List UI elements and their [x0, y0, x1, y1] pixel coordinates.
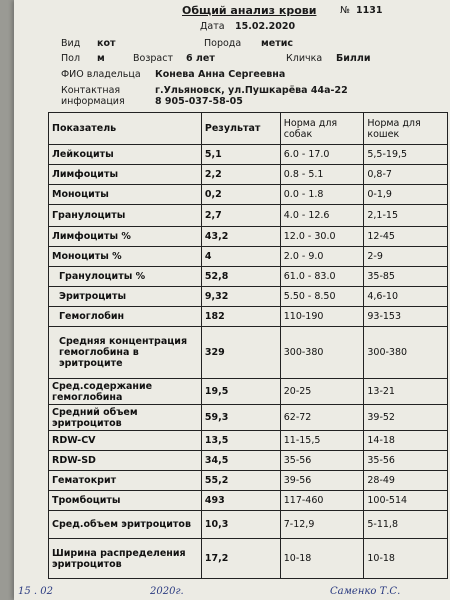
indicator-cell: Моноциты [49, 185, 202, 205]
indicator-cell: Ширина распределения эритроцитов [49, 539, 202, 579]
table-row [49, 379, 448, 405]
table-row [49, 205, 448, 227]
norm-dog-cell: 110-190 [280, 307, 364, 327]
form-title: Общий анализ крови [182, 4, 317, 17]
result-cell: 34,5 [201, 451, 280, 471]
owner-value: Конева Анна Сергеевна [155, 69, 286, 80]
table-row [49, 491, 448, 511]
norm-cat-cell: 5-11,8 [364, 511, 448, 539]
owner-label: ФИО владельца [61, 69, 141, 80]
indicator-cell: RDW-SD [49, 451, 202, 471]
indicator-cell: RDW-CV [49, 431, 202, 451]
norm-cat-cell: 300-380 [364, 327, 448, 379]
norm-dog-cell: 6.0 - 17.0 [280, 145, 364, 165]
result-cell: 9,32 [201, 287, 280, 307]
result-cell: 10,3 [201, 511, 280, 539]
indicator-cell: Моноциты % [49, 247, 202, 267]
form-number: 1131 [356, 5, 383, 16]
indicator-cell: Средний объем эритроцитов [49, 405, 202, 431]
norm-dog-cell: 10-18 [280, 539, 364, 579]
indicator-cell: Средняя концентрация гемоглобина в эритроците [49, 327, 202, 379]
breed-label: Порода [204, 38, 242, 49]
norm-dog-cell: 7-12,9 [280, 511, 364, 539]
norm-cat-cell: 35-85 [364, 267, 448, 287]
table-row [49, 165, 448, 185]
norm-cat-cell: 4,6-10 [364, 287, 448, 307]
table-row [49, 145, 448, 165]
norm-cat-cell: 10-18 [364, 539, 448, 579]
result-cell: 329 [201, 327, 280, 379]
norm-cat-cell: 28-49 [364, 471, 448, 491]
date-value: 15.02.2020 [235, 21, 296, 32]
header-norm-cat: Норма для кошек [364, 113, 448, 145]
footer-year: 2020г. [150, 586, 184, 597]
norm-dog-cell: 0.8 - 5.1 [280, 165, 364, 185]
date-label: Дата [200, 21, 225, 32]
footer-date: 15 . 02 [18, 586, 53, 597]
result-cell: 43,2 [201, 227, 280, 247]
norm-dog-cell: 11-15,5 [280, 431, 364, 451]
result-cell: 55,2 [201, 471, 280, 491]
table-row [49, 185, 448, 205]
nickname-label: Кличка [286, 53, 323, 64]
result-cell: 4 [201, 247, 280, 267]
signature: Саменко Т.С. [330, 586, 401, 597]
norm-dog-cell: 62-72 [280, 405, 364, 431]
sex-value: м [97, 53, 105, 64]
contact-label: Контактная информация [61, 85, 125, 107]
indicator-cell: Гемоглобин [49, 307, 202, 327]
norm-dog-cell: 0.0 - 1.8 [280, 185, 364, 205]
table-row [49, 287, 448, 307]
norm-dog-cell: 35-56 [280, 451, 364, 471]
nickname-value: Билли [336, 53, 371, 64]
result-cell: 182 [201, 307, 280, 327]
result-cell: 2,2 [201, 165, 280, 185]
norm-cat-cell: 0-1,9 [364, 185, 448, 205]
address-value: г.Ульяновск, ул.Пушкарёва 44а-22 [155, 85, 348, 96]
table-row [49, 327, 448, 379]
norm-cat-cell: 35-56 [364, 451, 448, 471]
table-row [49, 267, 448, 287]
indicator-cell: Лимфоциты [49, 165, 202, 185]
age-value: 6 лет [186, 53, 215, 64]
norm-cat-cell: 14-18 [364, 431, 448, 451]
header-norm-dog: Норма для собак [280, 113, 364, 145]
indicator-cell: Лимфоциты % [49, 227, 202, 247]
table-row [49, 247, 448, 267]
age-label: Возраст [133, 53, 173, 64]
norm-cat-cell: 2,1-15 [364, 205, 448, 227]
indicator-cell: Эритроциты [49, 287, 202, 307]
norm-cat-cell: 2-9 [364, 247, 448, 267]
norm-dog-cell: 2.0 - 9.0 [280, 247, 364, 267]
result-cell: 5,1 [201, 145, 280, 165]
result-cell: 0,2 [201, 185, 280, 205]
indicator-cell: Гематокрит [49, 471, 202, 491]
table-row [49, 511, 448, 539]
norm-dog-cell: 300-380 [280, 327, 364, 379]
norm-dog-cell: 5.50 - 8.50 [280, 287, 364, 307]
norm-cat-cell: 13-21 [364, 379, 448, 405]
indicator-cell: Лейкоциты [49, 145, 202, 165]
results-table [48, 112, 448, 579]
header-indicator: Показатель [49, 113, 202, 145]
norm-dog-cell: 117-460 [280, 491, 364, 511]
breed-value: метис [261, 38, 294, 49]
table-row [49, 227, 448, 247]
header-result: Результат [201, 113, 280, 145]
result-cell: 19,5 [201, 379, 280, 405]
norm-dog-cell: 4.0 - 12.6 [280, 205, 364, 227]
table-row [49, 471, 448, 491]
result-cell: 59,3 [201, 405, 280, 431]
norm-dog-cell: 61.0 - 83.0 [280, 267, 364, 287]
norm-cat-cell: 39-52 [364, 405, 448, 431]
norm-dog-cell: 20-25 [280, 379, 364, 405]
norm-cat-cell: 0,8-7 [364, 165, 448, 185]
indicator-cell: Гранулоциты % [49, 267, 202, 287]
norm-cat-cell: 93-153 [364, 307, 448, 327]
form-number-label: № [340, 5, 350, 16]
norm-dog-cell: 39-56 [280, 471, 364, 491]
indicator-cell: Тромбоциты [49, 491, 202, 511]
table-row [49, 307, 448, 327]
result-cell: 52,8 [201, 267, 280, 287]
result-cell: 2,7 [201, 205, 280, 227]
result-cell: 13,5 [201, 431, 280, 451]
table-row [49, 431, 448, 451]
phone-value: 8 905-037-58-05 [155, 96, 243, 107]
norm-cat-cell: 100-514 [364, 491, 448, 511]
result-cell: 493 [201, 491, 280, 511]
table-row [49, 405, 448, 431]
norm-cat-cell: 12-45 [364, 227, 448, 247]
norm-cat-cell: 5,5-19,5 [364, 145, 448, 165]
indicator-cell: Сред.содержание гемоглобина [49, 379, 202, 405]
species-label: Вид [61, 38, 81, 49]
table-row [49, 451, 448, 471]
species-value: кот [97, 38, 116, 49]
indicator-cell: Гранулоциты [49, 205, 202, 227]
sex-label: Пол [61, 53, 81, 64]
norm-dog-cell: 12.0 - 30.0 [280, 227, 364, 247]
indicator-cell: Сред.объем эритроцитов [49, 511, 202, 539]
table-row [49, 539, 448, 579]
result-cell: 17,2 [201, 539, 280, 579]
